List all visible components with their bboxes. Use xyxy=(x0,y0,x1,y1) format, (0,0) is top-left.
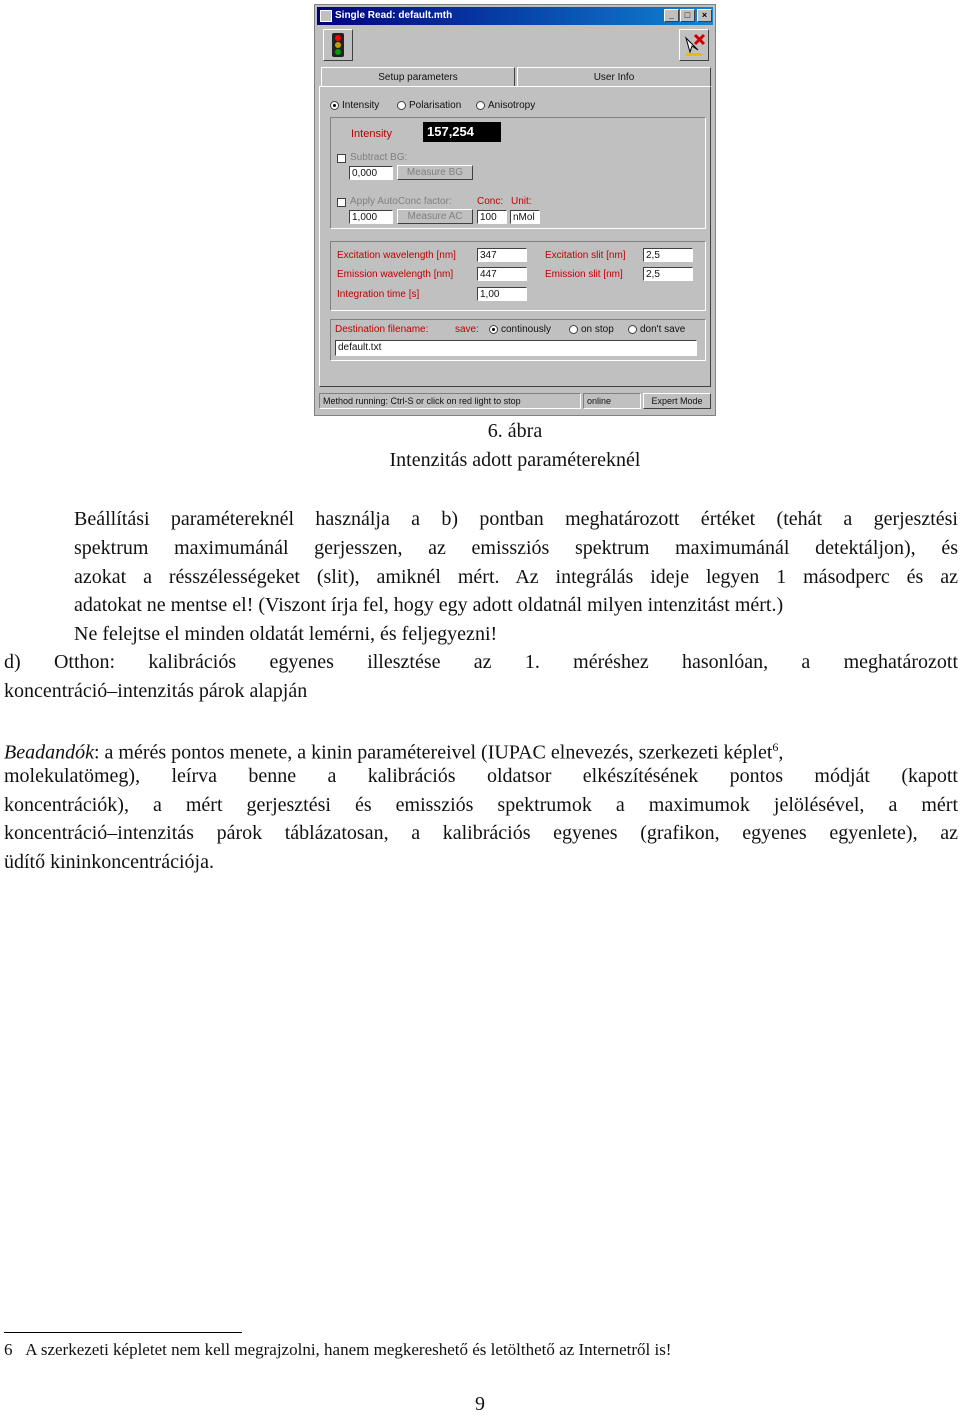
close-button[interactable]: × xyxy=(697,9,712,22)
destination-filename-field[interactable]: default.txt xyxy=(335,340,697,356)
tab-body xyxy=(319,86,711,387)
excitation-wavelength-label: Excitation wavelength [nm] xyxy=(337,250,456,261)
radio-anisotropy[interactable]: Anisotropy xyxy=(476,100,535,111)
figure-number: 6. ábra xyxy=(487,420,543,442)
text-line: Ne felejtse el minden oldatát lemérni, és feljegyezni! xyxy=(74,623,498,646)
autoconc-label: Apply AutoConc factor: xyxy=(350,196,452,207)
measure-ac-button[interactable]: Measure AC xyxy=(397,209,473,224)
unit-field[interactable]: nMol xyxy=(510,210,540,224)
radio-polarisation[interactable]: Polarisation xyxy=(397,100,461,111)
window-title: Single Read: default.mth xyxy=(335,10,453,21)
excitation-slit-field[interactable]: 2,5 xyxy=(643,248,693,262)
emission-slit-label: Emission slit [nm] xyxy=(545,269,623,280)
subtract-bg-field[interactable]: 0,000 xyxy=(349,166,393,180)
text-line: koncentráció–intenzitás párok alapján xyxy=(4,679,308,702)
destination-label: Destination filename: xyxy=(335,324,429,335)
tab-user-info[interactable]: User Info xyxy=(517,67,711,87)
setup-panel xyxy=(319,67,711,387)
emission-wavelength-label: Emission wavelength [nm] xyxy=(337,269,454,280)
text-line: üdítő kininkoncentrációja. xyxy=(4,851,214,874)
intensity-label: Intensity xyxy=(351,128,392,140)
text-line: azokat a résszélességeket (slit), amiknél mért. Az integrálás ideje legyen 1 másodperc és az xyxy=(74,565,958,588)
footnote-number: 6 xyxy=(4,1340,13,1359)
toolbar xyxy=(317,27,713,63)
title-bar xyxy=(317,7,713,25)
text-line: koncentráció–intenzitás párok táblázatosan, a kalibrációs egyenes (grafikon, egyenes egyenlete), az xyxy=(4,822,958,845)
text-line: Beállítási paramétereknél használja a b) pontban meghatározott értéket (tehát a gerjesztési xyxy=(74,508,958,530)
integration-time-label: Integration time [s] xyxy=(337,289,420,300)
radio-dont-save[interactable]: don't save xyxy=(628,324,685,335)
text-line: spektrum maximumánál gerjesszen, az emissziós spektrum maximumánál detektáljon), és xyxy=(74,536,958,559)
autoconc-field[interactable]: 1,000 xyxy=(349,210,393,224)
destination-group xyxy=(330,319,706,361)
maximize-button[interactable]: □ xyxy=(680,9,695,22)
emission-slit-field[interactable]: 2,5 xyxy=(643,267,693,281)
footnote-mark[interactable]: 6 xyxy=(772,740,779,754)
screenshot-window xyxy=(314,4,716,416)
save-label: save: xyxy=(455,324,479,335)
app-icon xyxy=(320,10,332,22)
unit-label: Unit: xyxy=(511,196,532,207)
intensity-value: 157,254 xyxy=(423,122,501,142)
status-online: online xyxy=(583,393,641,409)
figure-caption: Intenzitás adott paramétereknél xyxy=(389,449,641,471)
integration-time-field[interactable]: 1,00 xyxy=(477,287,527,301)
subtract-bg-checkbox[interactable] xyxy=(337,154,346,163)
measure-bg-button[interactable]: Measure BG xyxy=(397,165,473,180)
text-line: Beadandók: a mérés pontos menete, a kinin paramétereivel (IUPAC elnevezés, szerkezeti képlet$^6$, xyxy=(4,740,784,764)
autoconc-checkbox[interactable] xyxy=(337,198,346,207)
exit-icon[interactable] xyxy=(679,29,709,61)
deliverables-paragraph xyxy=(4,733,958,877)
status-bar xyxy=(317,393,713,411)
deliverables-term: Beadandók xyxy=(4,741,94,764)
text-line: molekulatömeg), leírva benne a kalibrációs oldatsor elkészítésének pontos módját (kapott xyxy=(4,764,958,787)
wavelength-group xyxy=(330,241,706,311)
item-d xyxy=(4,648,958,706)
conc-field[interactable]: 100 xyxy=(477,210,507,224)
footnote xyxy=(4,1340,671,1360)
footnote-rule xyxy=(4,1332,242,1333)
text-line: d) Otthon: kalibrációs egyenes illesztése az 1. méréshez hasonlóan, a meghatározott xyxy=(4,651,958,673)
excitation-slit-label: Excitation slit [nm] xyxy=(545,250,626,261)
conc-label: Conc: xyxy=(477,196,504,207)
radio-continously[interactable]: continously xyxy=(489,324,551,335)
paragraph-settings xyxy=(74,505,958,649)
page-number: 9 xyxy=(475,1393,485,1415)
text-line: koncentrációk), a mért gerjesztési és emissziós spektrumok a maximumok jelölésével, a mért xyxy=(4,793,958,816)
footnote-text: A szerkezeti képletet nem kell megrajzolni, hanem megkereshető és letölthető az Internetről is! xyxy=(25,1340,672,1359)
subtract-bg-label: Subtract BG: xyxy=(350,152,408,163)
emission-wavelength-field[interactable]: 447 xyxy=(477,267,527,281)
radio-on-stop[interactable]: on stop xyxy=(569,324,614,335)
radio-intensity[interactable]: Intensity xyxy=(330,100,379,111)
text-line: adatokat ne mentse el! (Viszont írja fel, hogy egy adott oldatnál milyen intenzitást mért.) xyxy=(74,594,784,617)
excitation-wavelength-field[interactable]: 347 xyxy=(477,248,527,262)
traffic-light-icon[interactable] xyxy=(323,29,353,61)
tab-setup-parameters[interactable]: Setup parameters xyxy=(321,67,515,87)
expert-mode-button[interactable]: Expert Mode xyxy=(643,393,711,409)
minimize-button[interactable]: _ xyxy=(664,9,679,22)
intensity-group xyxy=(330,117,706,229)
status-message: Method running: Ctrl-S or click on red light to stop xyxy=(319,393,581,409)
